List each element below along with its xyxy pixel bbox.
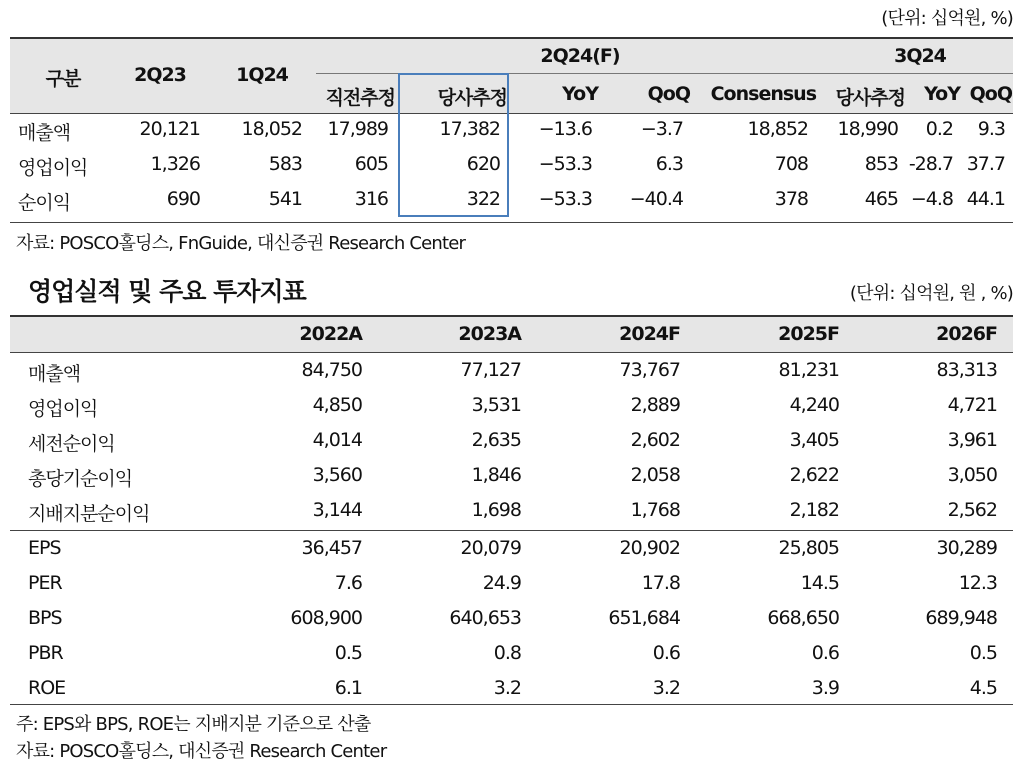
table2-cell: 2,562 [947, 499, 997, 521]
table2-cell: 4,721 [947, 394, 997, 416]
table1-cell: -28.7 [908, 153, 953, 175]
table2-cell: 0.8 [493, 642, 521, 664]
table1-cell: 605 [354, 153, 388, 175]
table2-cell: 3,405 [789, 429, 839, 451]
table1-cell: 18,990 [837, 118, 898, 140]
table1-cell: −53.3 [538, 153, 592, 175]
subheader-3q-our-est: 당사추정 [835, 87, 905, 109]
table2-row-label: EPS [28, 537, 61, 559]
table2-source: 자료: POSCO홀딩스, 대신증권 Research Center [16, 741, 387, 762]
table2-row-label: PER [28, 572, 62, 594]
table2-cell: 30,289 [936, 537, 997, 559]
table2-cell: 689,948 [925, 607, 997, 629]
table1-cell: 322 [466, 188, 500, 210]
header-1q24: 1Q24 [236, 64, 288, 86]
table1-cell: 6.3 [655, 153, 683, 175]
table2-cell: 2,635 [471, 429, 521, 451]
table1-cell: −13.6 [538, 118, 592, 140]
table2-cell: 2,889 [630, 394, 680, 416]
table2-cell: 0.5 [334, 642, 362, 664]
table1-cell: 583 [268, 153, 302, 175]
table2-cell: 14.5 [800, 572, 839, 594]
table1-cell: 316 [354, 188, 388, 210]
table1-cell: 853 [864, 153, 898, 175]
table2-row-label: 세전순이익 [28, 433, 115, 455]
table1-cell: 690 [166, 188, 200, 210]
table2-cell: 668,650 [767, 607, 839, 629]
table2-header-year: 2023A [458, 323, 521, 345]
table1-cell: 541 [268, 188, 302, 210]
table1-cell: 708 [774, 153, 808, 175]
table2-top-rule [10, 315, 1013, 317]
table1-source: 자료: POSCO홀딩스, FnGuide, 대신증권 Research Center [16, 233, 466, 254]
subheader-prev-est: 직전추정 [325, 87, 395, 109]
table2-cell: 4.5 [969, 677, 997, 699]
table2-cell: 73,767 [619, 359, 680, 381]
table2-cell: 2,602 [630, 429, 680, 451]
table1-bottom-rule [10, 222, 1013, 223]
subheader-consensus: Consensus [710, 83, 816, 105]
table2-cell: 2,622 [789, 464, 839, 486]
table1-cell: −40.4 [629, 188, 683, 210]
table2-cell: 608,900 [290, 607, 362, 629]
table2-header-rule [10, 352, 1013, 353]
table2-cell: 83,313 [936, 359, 997, 381]
table2-cell: 640,653 [449, 607, 521, 629]
table1-cell: 1,326 [150, 153, 200, 175]
table2-cell: 3.2 [493, 677, 521, 699]
subheader-our-est: 당사추정 [437, 87, 507, 109]
table1-cell: −53.3 [538, 188, 592, 210]
table2-row-label: BPS [28, 607, 62, 629]
table2-cell: 24.9 [482, 572, 521, 594]
table2-cell: 77,127 [460, 359, 521, 381]
table2-cell: 81,231 [778, 359, 839, 381]
table1-cell: 378 [774, 188, 808, 210]
table1-cell: 18,052 [241, 118, 302, 140]
table1-row-label: 매출액 [18, 122, 71, 144]
table2-cell: 3,961 [947, 429, 997, 451]
table2-cell: 3,531 [471, 394, 521, 416]
subheader-3q-qoq: QoQ [969, 83, 1012, 105]
table1-cell: 465 [864, 188, 898, 210]
table1-cell: 20,121 [139, 118, 200, 140]
table2-cell: 3.9 [811, 677, 839, 699]
table2-cell: 25,805 [778, 537, 839, 559]
subheader-3q-yoy: YoY [924, 83, 960, 105]
table1-cell: 17,989 [327, 118, 388, 140]
table2-title: 영업실적 및 주요 투자지표 [28, 277, 306, 306]
table2-cell: 4,014 [312, 429, 362, 451]
table1-header-rule [10, 113, 1013, 114]
table2-cell: 0.6 [652, 642, 680, 664]
table1-top-rule [10, 37, 1013, 39]
table2-note: 주: EPS와 BPS, ROE는 지배지분 기준으로 산출 [16, 714, 371, 735]
table1-row-label: 순이익 [18, 192, 71, 214]
subheader-yoy: YoY [562, 83, 598, 105]
table2-row-label: PBR [28, 642, 63, 664]
table2-cell: 12.3 [958, 572, 997, 594]
table2-cell: 1,698 [471, 499, 521, 521]
table2-header-year: 2026F [936, 323, 997, 345]
table2-cell: 3,144 [312, 499, 362, 521]
table2-row-label: ROE [28, 677, 66, 699]
table2-cell: 651,684 [608, 607, 680, 629]
table2-cell: 2,058 [630, 464, 680, 486]
table2-header-year: 2025F [778, 323, 839, 345]
table2-cell: 0.5 [969, 642, 997, 664]
table1-cell: 18,852 [747, 118, 808, 140]
table1-row-label: 영업이익 [18, 157, 88, 179]
table2-group-divider [10, 530, 1013, 531]
table2-cell: 17.8 [641, 572, 680, 594]
table2-cell: 84,750 [301, 359, 362, 381]
table2-cell: 4,240 [789, 394, 839, 416]
table2-cell: 1,768 [630, 499, 680, 521]
header-gubun: 구분 [45, 68, 81, 90]
table2-cell: 20,079 [460, 537, 521, 559]
table1-cell: −3.7 [640, 118, 683, 140]
our-estimate-highlight-box [398, 73, 509, 217]
table2-cell: 36,457 [301, 537, 362, 559]
table2-row-label: 지배지분순이익 [28, 503, 150, 525]
table2-cell: 3.2 [652, 677, 680, 699]
table2-cell: 20,902 [619, 537, 680, 559]
table2-header-year: 2022A [299, 323, 362, 345]
table2-unit: (단위: 십억원, 원 , %) [849, 283, 1013, 304]
table2-cell: 0.6 [811, 642, 839, 664]
table2-cell: 2,182 [789, 499, 839, 521]
table1-cell: 620 [466, 153, 500, 175]
table1-cell: 44.1 [966, 188, 1005, 210]
table2-cell: 7.6 [334, 572, 362, 594]
table1-cell: 0.2 [925, 118, 953, 140]
table2-cell: 3,560 [312, 464, 362, 486]
header-3q24: 3Q24 [894, 45, 946, 67]
table2-header-year: 2024F [619, 323, 680, 345]
table2-row-label: 총당기순이익 [28, 468, 133, 490]
table2-row-label: 영업이익 [28, 398, 98, 420]
table1-cell: 9.3 [977, 118, 1005, 140]
table1-cell: 17,382 [439, 118, 500, 140]
table2-bottom-rule [10, 704, 1013, 705]
header-2q23: 2Q23 [134, 64, 186, 86]
table2-row-label: 매출액 [28, 363, 81, 385]
table2-cell: 1,846 [471, 464, 521, 486]
table1-unit: (단위: 십억원, %) [881, 8, 1013, 29]
table1-cell: −4.8 [910, 188, 953, 210]
subheader-qoq: QoQ [647, 83, 690, 105]
table1-cell: 37.7 [966, 153, 1005, 175]
header-2q24f: 2Q24(F) [540, 45, 620, 67]
table2-cell: 3,050 [947, 464, 997, 486]
table2-cell: 6.1 [334, 677, 362, 699]
table2-cell: 4,850 [312, 394, 362, 416]
